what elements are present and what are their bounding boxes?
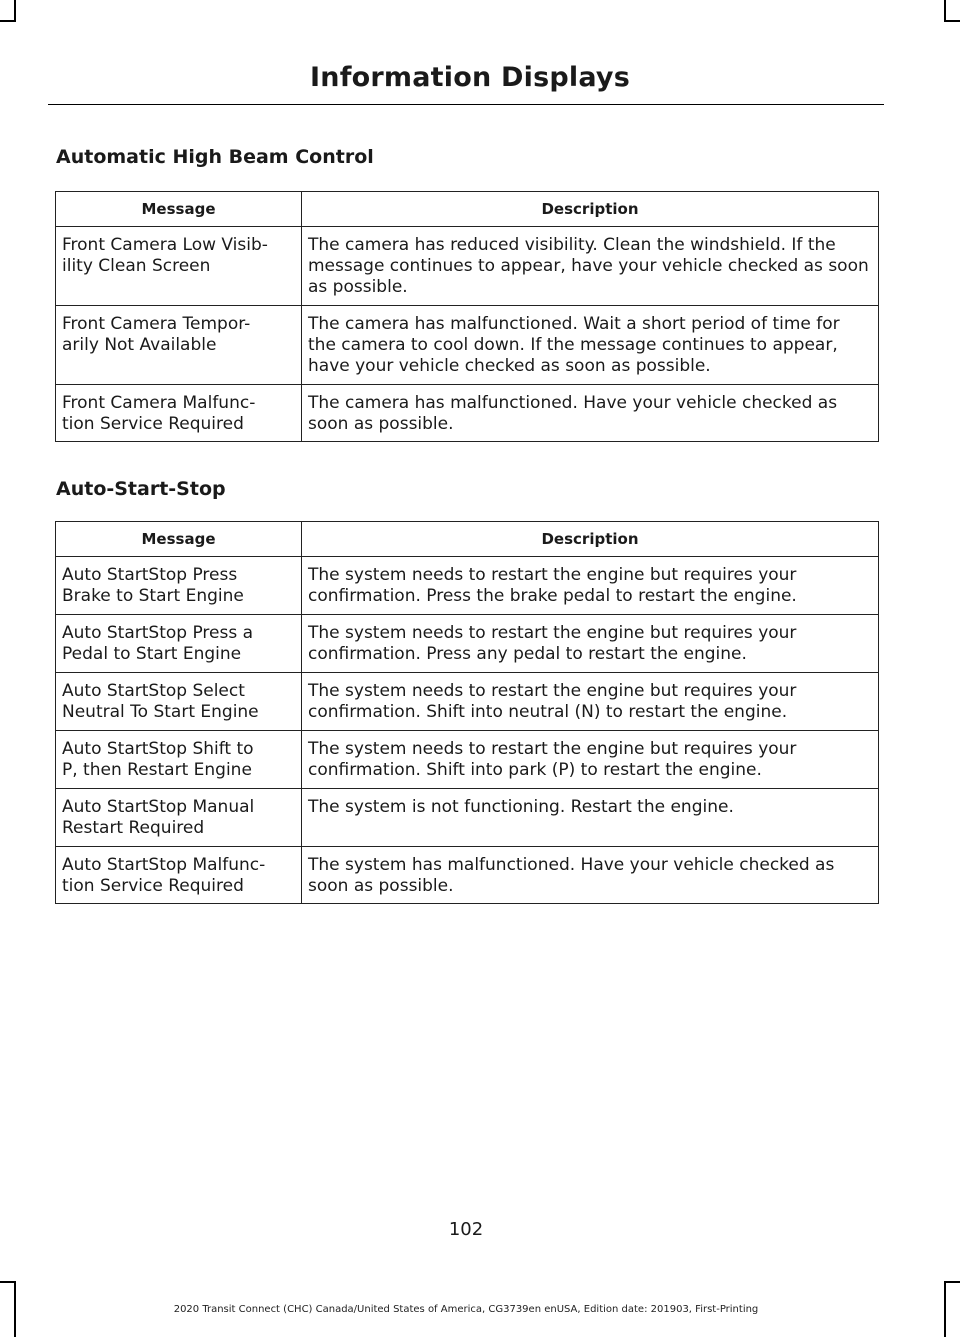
table-row: [56, 227, 879, 306]
column-header: Message: [56, 192, 302, 227]
message-cell: Front Camera Low Visib- ility Clean Screen: [56, 227, 302, 306]
message-cell: Auto StartStop Shift to P, then Restart Engine: [56, 731, 302, 789]
description-cell: The system has malfunctioned. Have your vehicle checked as soon as possible.: [302, 847, 879, 904]
message-cell: Auto StartStop Press Brake to Start Engine: [56, 557, 302, 615]
crop-mark: [0, 1281, 16, 1283]
page-title: Information Displays: [310, 62, 630, 93]
column-header: Description: [302, 522, 879, 557]
description-cell: The camera has reduced visibility. Clean the windshield. If the message continues to appear, have your vehicle checked as soon as possible.: [302, 227, 879, 306]
message-cell: Front Camera Malfunc- tion Service Required: [56, 385, 302, 442]
table-row: [56, 557, 879, 615]
description-cell: The system is not functioning. Restart the engine.: [302, 789, 879, 847]
message-cell: Auto StartStop Malfunc- tion Service Required: [56, 847, 302, 904]
description-cell: The system needs to restart the engine but requires your confirmation. Press any pedal to restart the engine.: [302, 615, 879, 673]
crop-mark: [944, 0, 946, 22]
table-header-row: [56, 192, 879, 227]
crop-mark: [0, 20, 16, 22]
table-row: [56, 847, 879, 904]
crop-mark: [944, 20, 960, 22]
column-header: Description: [302, 192, 879, 227]
table-row: [56, 385, 879, 442]
description-cell: The camera has malfunctioned. Have your vehicle checked as soon as possible.: [302, 385, 879, 442]
table-row: [56, 673, 879, 731]
section-title: Auto-Start-Stop: [56, 478, 226, 500]
message-cell: Auto StartStop Press a Pedal to Start Engine: [56, 615, 302, 673]
table-row: [56, 615, 879, 673]
table-header-row: [56, 522, 879, 557]
section-title: Automatic High Beam Control: [56, 146, 374, 168]
message-cell: Auto StartStop Select Neutral To Start Engine: [56, 673, 302, 731]
crop-mark: [944, 1281, 960, 1283]
table-row: [56, 789, 879, 847]
description-cell: The system needs to restart the engine but requires your confirmation. Shift into park (P) to restart the engine.: [302, 731, 879, 789]
message-cell: Auto StartStop Manual Restart Required: [56, 789, 302, 847]
page-number: 102: [448, 1219, 484, 1240]
column-header: Message: [56, 522, 302, 557]
footer-text: 2020 Transit Connect (CHC) Canada/United States of America, CG3739en enUSA, Edition date: 201903, First-Printing: [173, 1304, 759, 1315]
table-row: [56, 731, 879, 789]
crop-mark: [944, 1281, 946, 1337]
message-table: [55, 191, 879, 442]
message-table: [55, 521, 879, 904]
description-cell: The camera has malfunctioned. Wait a short period of time for the camera to cool down. If the message continues to appear, have your vehicle checked as soon as possible.: [302, 306, 879, 385]
description-cell: The system needs to restart the engine but requires your confirmation. Press the brake pedal to restart the engine.: [302, 557, 879, 615]
message-cell: Front Camera Tempor- arily Not Available: [56, 306, 302, 385]
table-row: [56, 306, 879, 385]
crop-mark: [14, 0, 16, 22]
description-cell: The system needs to restart the engine but requires your confirmation. Shift into neutral (N) to restart the engine.: [302, 673, 879, 731]
header-rule: [48, 104, 884, 105]
